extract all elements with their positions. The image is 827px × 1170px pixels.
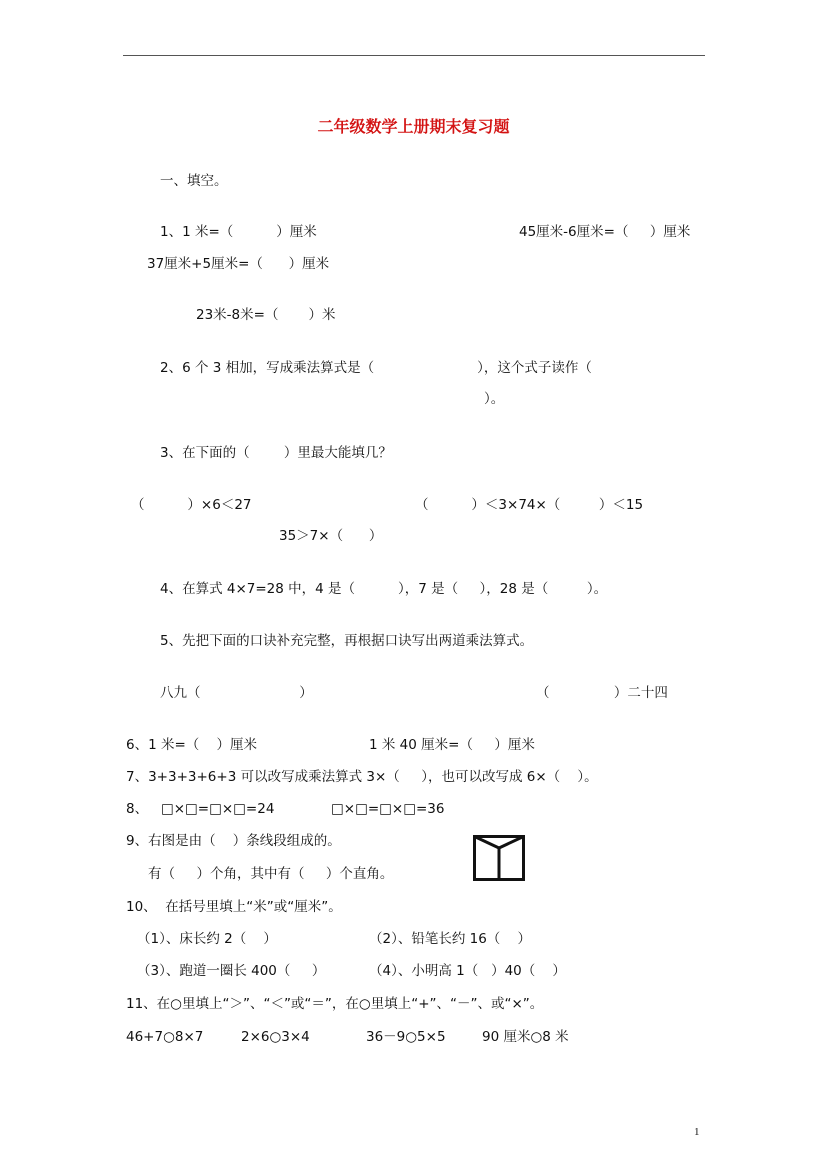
q4: 4、在算式 4×7=28 中，4 是（ ），7 是（ ），28 是（ ）。 xyxy=(160,581,608,597)
q5-a: 八九（ ） xyxy=(160,685,313,701)
q10-d: （4）、小明高 1（ ）40（ ） xyxy=(369,963,566,979)
q9-line1: 9、右图是由（ ）条线段组成的。 xyxy=(126,833,341,849)
q7: 7、3+3+3+6+3 可以改写成乘法算式 3×（ ），也可以改写成 6×（ ）。 xyxy=(126,769,598,785)
q3-c: 35＞7×（ ） xyxy=(279,528,383,544)
q1-a: 1、1 米=（ ）厘米 xyxy=(160,224,317,240)
q11-prompt: 11、在○里填上“＞”、“＜”或“＝”，在○里填上“+”、“－”、或“×”。 xyxy=(126,996,544,1012)
q3-a: （ ）×6＜27 xyxy=(131,497,252,513)
q11-d: 90 厘米○8 米 xyxy=(482,1029,569,1045)
q8-b: □×□=□×□=36 xyxy=(331,801,445,817)
q8-a: 8、 □×□=□×□=24 xyxy=(126,801,275,817)
q2-line1: 2、6 个 3 相加，写成乘法算式是（ ），这个式子读作（ xyxy=(160,360,592,376)
q3-prompt: 3、在下面的（ ）里最大能填几？ xyxy=(160,445,392,461)
q3-b: （ ）＜3×74×（ ）＜15 xyxy=(415,497,644,513)
q1-b: 45厘米-6厘米=（ ）厘米 xyxy=(519,224,691,240)
header-rule xyxy=(123,55,705,56)
line-segment-figure xyxy=(473,835,525,881)
q6-a: 6、1 米=（ ）厘米 xyxy=(126,737,257,753)
q10-a: （1）、床长约 2（ ） xyxy=(137,931,277,947)
q10-c: （3）、跑道一圈长 400（ ） xyxy=(137,963,326,979)
q1-c: 37厘米+5厘米=（ ）厘米 xyxy=(147,256,330,272)
section-heading: 一、填空。 xyxy=(160,173,228,189)
q5-b: （ ）二十四 xyxy=(536,685,668,701)
q1-d: 23米-8米=（ ）米 xyxy=(196,307,336,323)
q5-prompt: 5、先把下面的口诀补充完整，再根据口诀写出两道乘法算式。 xyxy=(160,633,534,649)
q9-line2: 有（ ）个角，其中有（ ）个直角。 xyxy=(148,866,394,882)
q10-prompt: 10、 在括号里填上“米”或“厘米”。 xyxy=(126,899,342,915)
page-number: 1 xyxy=(694,1126,700,1138)
q10-b: （2）、铅笔长约 16（ ） xyxy=(369,931,531,947)
q11-c: 36－9○5×5 xyxy=(366,1029,446,1045)
q2-line2: ）。 xyxy=(484,391,505,407)
page-title: 二年级数学上册期末复习题 xyxy=(317,117,510,136)
q11-b: 2×6○3×4 xyxy=(241,1029,310,1045)
q6-b: 1 米 40 厘米=（ ）厘米 xyxy=(369,737,535,753)
q11-a: 46+7○8×7 xyxy=(126,1029,204,1045)
